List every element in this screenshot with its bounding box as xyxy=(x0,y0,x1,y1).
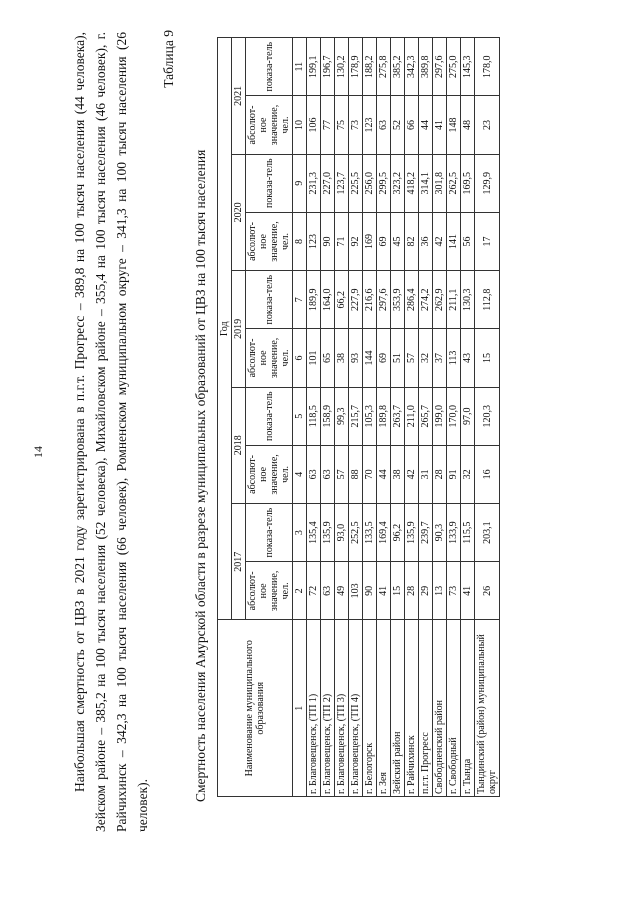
municipality-name: Зейский район xyxy=(391,620,405,797)
indicator-value-cell: 123,7 xyxy=(335,154,349,212)
indicator-value-cell: 90,3 xyxy=(433,504,447,562)
header-name: Наименование муниципального образования xyxy=(218,620,293,797)
table-label: Таблица 9 xyxy=(161,30,176,88)
indicator-value-cell: 130,2 xyxy=(335,38,349,96)
indicator-value-cell: 239,7 xyxy=(419,504,433,562)
absolute-value-cell: 75 xyxy=(335,96,349,154)
absolute-value-cell: 37 xyxy=(433,329,447,387)
indicator-value-cell: 418,2 xyxy=(405,154,419,212)
header-year-2017: 2017 xyxy=(232,504,246,620)
absolute-value-cell: 103 xyxy=(349,562,363,620)
absolute-value-cell: 28 xyxy=(433,445,447,503)
absolute-value-cell: 28 xyxy=(405,562,419,620)
indicator-value-cell: 188,2 xyxy=(363,38,377,96)
absolute-value-cell: 15 xyxy=(391,562,405,620)
table-row xyxy=(461,38,475,797)
indicator-value-cell: 170,0 xyxy=(447,387,461,445)
absolute-value-cell: 141 xyxy=(447,212,461,270)
absolute-value-cell: 63 xyxy=(307,445,321,503)
indicator-value-cell: 256,0 xyxy=(363,154,377,212)
indicator-value-cell: 158,9 xyxy=(321,387,335,445)
absolute-value-cell: 82 xyxy=(405,212,419,270)
header-year-2020: 2020 xyxy=(232,154,246,270)
header-year-2021: 2021 xyxy=(232,38,246,155)
absolute-value-cell: 51 xyxy=(391,329,405,387)
indicator-value-cell: 99,3 xyxy=(335,387,349,445)
absolute-value-cell: 69 xyxy=(377,212,391,270)
indicator-value-cell: 120,3 xyxy=(475,387,500,445)
subheader-indicator: показа-тель xyxy=(246,154,293,212)
absolute-value-cell: 38 xyxy=(335,329,349,387)
indicator-value-cell: 297,6 xyxy=(377,271,391,329)
municipality-name: г. Благовещенск, (ТП 1) xyxy=(307,620,321,797)
absolute-value-cell: 57 xyxy=(405,329,419,387)
table-row xyxy=(321,38,335,797)
absolute-value-cell: 13 xyxy=(433,562,447,620)
indicator-value-cell: 211,0 xyxy=(405,387,419,445)
table-title: Смертность населения Амурской области в разрезе муниципальных образований от ЦВЗ на 100 тысяч населения xyxy=(193,149,208,802)
table-row xyxy=(475,38,500,797)
absolute-value-cell: 44 xyxy=(419,96,433,154)
indicator-value-cell: 385,2 xyxy=(391,38,405,96)
indicator-value-cell: 301,8 xyxy=(433,154,447,212)
absolute-value-cell: 43 xyxy=(461,329,475,387)
indicator-value-cell: 227,0 xyxy=(321,154,335,212)
header-year-2019: 2019 xyxy=(232,271,246,387)
indicator-value-cell: 263,7 xyxy=(391,387,405,445)
indicator-value-cell: 314,1 xyxy=(419,154,433,212)
indicator-value-cell: 189,8 xyxy=(377,387,391,445)
indicator-value-cell: 135,4 xyxy=(307,504,321,562)
municipality-name: г. Зея xyxy=(377,620,391,797)
indicator-value-cell: 262,5 xyxy=(447,154,461,212)
municipality-name: г. Райчихинск xyxy=(405,620,419,797)
absolute-value-cell: 41 xyxy=(433,96,447,154)
municipality-name: г. Благовещенск, (ТП 4) xyxy=(349,620,363,797)
absolute-value-cell: 92 xyxy=(349,212,363,270)
indicator-value-cell: 227,9 xyxy=(349,271,363,329)
table-row xyxy=(377,38,391,797)
subheader-absolute: абсолют-ное значение, чел. xyxy=(246,329,293,387)
indicator-value-cell: 199,1 xyxy=(307,38,321,96)
absolute-value-cell: 56 xyxy=(461,212,475,270)
indicator-value-cell: 130,3 xyxy=(461,271,475,329)
municipality-name: г. Свободный xyxy=(447,620,461,797)
indicator-value-cell: 231,3 xyxy=(307,154,321,212)
subheader-indicator: показа-тель xyxy=(246,38,293,96)
column-number: 4 xyxy=(293,445,307,503)
subheader-absolute: абсолют-ное значение, чел. xyxy=(246,96,293,154)
absolute-value-cell: 106 xyxy=(307,96,321,154)
absolute-value-cell: 148 xyxy=(447,96,461,154)
table-row xyxy=(363,38,377,797)
indicator-value-cell: 265,7 xyxy=(419,387,433,445)
absolute-value-cell: 29 xyxy=(419,562,433,620)
indicator-value-cell: 164,0 xyxy=(321,271,335,329)
header-year: Год xyxy=(218,38,232,621)
indicator-value-cell: 342,3 xyxy=(405,38,419,96)
indicator-value-cell: 203,1 xyxy=(475,504,500,562)
indicator-value-cell: 299,5 xyxy=(377,154,391,212)
absolute-value-cell: 31 xyxy=(419,445,433,503)
absolute-value-cell: 41 xyxy=(377,562,391,620)
absolute-value-cell: 71 xyxy=(335,212,349,270)
absolute-value-cell: 36 xyxy=(419,212,433,270)
subheader-indicator: показа-тель xyxy=(246,504,293,562)
absolute-value-cell: 52 xyxy=(391,96,405,154)
absolute-value-cell: 123 xyxy=(363,96,377,154)
absolute-value-cell: 32 xyxy=(419,329,433,387)
indicator-value-cell: 105,3 xyxy=(363,387,377,445)
absolute-value-cell: 17 xyxy=(475,212,500,270)
absolute-value-cell: 48 xyxy=(461,96,475,154)
municipality-name: г. Благовещенск, (ТП 3) xyxy=(335,620,349,797)
absolute-value-cell: 66 xyxy=(405,96,419,154)
indicator-value-cell: 93,0 xyxy=(335,504,349,562)
absolute-value-cell: 32 xyxy=(461,445,475,503)
indicator-value-cell: 199,0 xyxy=(433,387,447,445)
municipality-name: п.г.т. Прогресс xyxy=(419,620,433,797)
absolute-value-cell: 73 xyxy=(349,96,363,154)
column-number: 3 xyxy=(293,504,307,562)
indicator-value-cell: 135,9 xyxy=(405,504,419,562)
municipality-name: г. Благовещенск, (ТП 2) xyxy=(321,620,335,797)
indicator-value-cell: 133,5 xyxy=(363,504,377,562)
indicator-value-cell: 129,9 xyxy=(475,154,500,212)
indicator-value-cell: 118,5 xyxy=(307,387,321,445)
page-number: 14 xyxy=(31,446,45,458)
indicator-value-cell: 262,9 xyxy=(433,271,447,329)
absolute-value-cell: 91 xyxy=(447,445,461,503)
indicator-value-cell: 178,9 xyxy=(349,38,363,96)
body-paragraph: Наибольшая смертность от ЦВЗ в 2021 году зарегистрирована в п.г.т. Прогресс – 389,8 на 100 тысяч населения (44 человека), Зейском районе – 385,2 на 100 тысяч населения (52 человека), Михайловском районе – 355,4 на 100 тысяч населения (46 человек), г. Райчихинск – 342,3 на 100 тысяч населения (66 человек), Ромненском муниципальном округе – 341,3 на 100 тысяч населения (26 человек). xyxy=(72,32,150,832)
absolute-value-cell: 57 xyxy=(335,445,349,503)
absolute-value-cell: 90 xyxy=(321,212,335,270)
table-row xyxy=(419,38,433,797)
indicator-value-cell: 178,0 xyxy=(475,38,500,96)
indicator-value-cell: 225,5 xyxy=(349,154,363,212)
indicator-value-cell: 353,9 xyxy=(391,271,405,329)
absolute-value-cell: 144 xyxy=(363,329,377,387)
indicator-value-cell: 96,2 xyxy=(391,504,405,562)
column-number: 10 xyxy=(293,96,307,154)
column-number: 9 xyxy=(293,154,307,212)
absolute-value-cell: 73 xyxy=(447,562,461,620)
indicator-value-cell: 389,8 xyxy=(419,38,433,96)
header-year-2018: 2018 xyxy=(232,387,246,503)
absolute-value-cell: 38 xyxy=(391,445,405,503)
table-body xyxy=(307,38,500,797)
indicator-value-cell: 275,0 xyxy=(447,38,461,96)
absolute-value-cell: 26 xyxy=(475,562,500,620)
indicator-value-cell: 112,8 xyxy=(475,271,500,329)
indicator-value-cell: 274,2 xyxy=(419,271,433,329)
subheader-indicator: показа-тель xyxy=(246,387,293,445)
absolute-value-cell: 44 xyxy=(377,445,391,503)
absolute-value-cell: 77 xyxy=(321,96,335,154)
absolute-value-cell: 72 xyxy=(307,562,321,620)
table-row xyxy=(307,38,321,797)
indicator-value-cell: 135,9 xyxy=(321,504,335,562)
column-number: 2 xyxy=(293,562,307,620)
indicator-value-cell: 275,8 xyxy=(377,38,391,96)
indicator-value-cell: 145,3 xyxy=(461,38,475,96)
indicator-value-cell: 169,4 xyxy=(377,504,391,562)
indicator-value-cell: 189,9 xyxy=(307,271,321,329)
municipality-name: Тындинский (район) муниципальный округ xyxy=(475,620,500,797)
subheader-absolute: абсолют-ное значение, чел. xyxy=(246,445,293,503)
absolute-value-cell: 63 xyxy=(321,562,335,620)
absolute-value-cell: 41 xyxy=(461,562,475,620)
absolute-value-cell: 169 xyxy=(363,212,377,270)
absolute-value-cell: 69 xyxy=(377,329,391,387)
column-number: 5 xyxy=(293,387,307,445)
absolute-value-cell: 63 xyxy=(377,96,391,154)
mortality-table xyxy=(217,37,500,797)
indicator-value-cell: 252,5 xyxy=(349,504,363,562)
absolute-value-cell: 65 xyxy=(321,329,335,387)
absolute-value-cell: 63 xyxy=(321,445,335,503)
absolute-value-cell: 93 xyxy=(349,329,363,387)
absolute-value-cell: 70 xyxy=(363,445,377,503)
absolute-value-cell: 113 xyxy=(447,329,461,387)
absolute-value-cell: 49 xyxy=(335,562,349,620)
indicator-value-cell: 211,1 xyxy=(447,271,461,329)
column-number-row xyxy=(293,38,307,797)
table-row xyxy=(447,38,461,797)
absolute-value-cell: 15 xyxy=(475,329,500,387)
indicator-value-cell: 133,9 xyxy=(447,504,461,562)
absolute-value-cell: 45 xyxy=(391,212,405,270)
table-row xyxy=(433,38,447,797)
column-number: 6 xyxy=(293,329,307,387)
absolute-value-cell: 88 xyxy=(349,445,363,503)
absolute-value-cell: 123 xyxy=(307,212,321,270)
absolute-value-cell: 16 xyxy=(475,445,500,503)
indicator-value-cell: 66,2 xyxy=(335,271,349,329)
table-row xyxy=(335,38,349,797)
municipality-name: г. Белогорск xyxy=(363,620,377,797)
indicator-value-cell: 169,5 xyxy=(461,154,475,212)
column-number: 7 xyxy=(293,271,307,329)
absolute-value-cell: 42 xyxy=(405,445,419,503)
subheader-absolute: абсолют-ное значение, чел. xyxy=(246,212,293,270)
column-number: 8 xyxy=(293,212,307,270)
indicator-value-cell: 216,6 xyxy=(363,271,377,329)
indicator-value-cell: 215,7 xyxy=(349,387,363,445)
indicator-value-cell: 297,6 xyxy=(433,38,447,96)
absolute-value-cell: 42 xyxy=(433,212,447,270)
column-number: 1 xyxy=(293,620,307,797)
absolute-value-cell: 101 xyxy=(307,329,321,387)
table-row xyxy=(391,38,405,797)
indicator-value-cell: 115,5 xyxy=(461,504,475,562)
indicator-value-cell: 196,7 xyxy=(321,38,335,96)
rotated-content xyxy=(25,12,615,892)
table-row xyxy=(349,38,363,797)
subheader-indicator: показа-тель xyxy=(246,271,293,329)
indicator-value-cell: 286,4 xyxy=(405,271,419,329)
indicator-value-cell: 323,2 xyxy=(391,154,405,212)
municipality-name: г. Тында xyxy=(461,620,475,797)
subheader-absolute: абсолют-ное значение, чел. xyxy=(246,562,293,620)
municipality-name: Свободненский район xyxy=(433,620,447,797)
indicator-value-cell: 97,0 xyxy=(461,387,475,445)
table-row xyxy=(405,38,419,797)
absolute-value-cell: 90 xyxy=(363,562,377,620)
absolute-value-cell: 23 xyxy=(475,96,500,154)
column-number: 11 xyxy=(293,38,307,96)
